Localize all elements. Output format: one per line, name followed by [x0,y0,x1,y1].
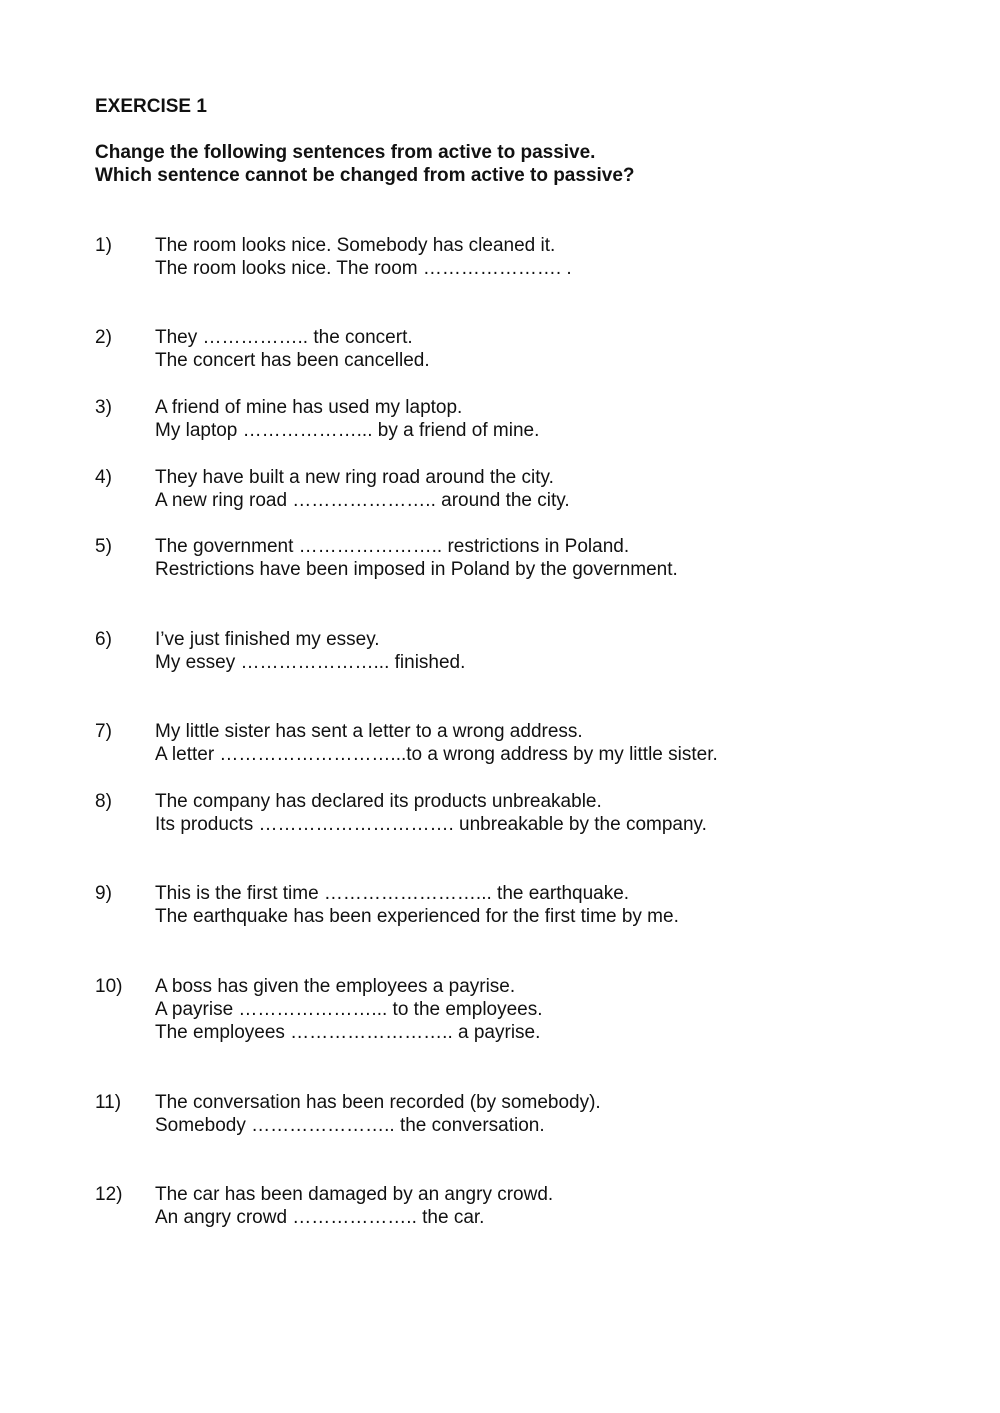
item-sentence: A friend of mine has used my laptop. [155,397,463,418]
item-sentence: Restrictions have been imposed in Poland by the government. [155,559,678,580]
item-sentence: The concert has been cancelled. [155,350,430,371]
instruction-line-1: Change the following sentences from active to passive. [95,142,596,163]
item-sentence: The government ………………….. restrictions in Poland. [155,536,630,557]
item-sentence: This is the first time ……………………... the earthquake. [155,883,630,904]
item-sentence: Somebody ………………….. the conversation. [155,1115,545,1136]
item-sentence: A new ring road ………………….. around the city. [155,490,570,511]
item-sentence: The car has been damaged by an angry crowd. [155,1184,554,1205]
item-number: 12) [95,1184,123,1205]
item-number: 4) [95,467,112,488]
item-number: 1) [95,235,112,256]
item-number: 8) [95,791,112,812]
item-number: 2) [95,327,112,348]
item-number: 9) [95,883,112,904]
item-sentence: The room looks nice. The room …………………. . [155,258,572,279]
item-sentence: My essey …………………... finished. [155,652,466,673]
item-sentence: The room looks nice. Somebody has cleaned it. [155,235,556,256]
item-sentence: The employees …………………….. a payrise. [155,1022,541,1043]
item-sentence: Its products …………………………. unbreakable by the company. [155,814,707,835]
item-sentence: They have built a new ring road around the city. [155,467,554,488]
item-sentence: A payrise …………………... to the employees. [155,999,543,1020]
item-sentence: The earthquake has been experienced for the first time by me. [155,906,679,927]
item-number: 6) [95,629,112,650]
item-number: 11) [95,1092,122,1113]
item-sentence: A boss has given the employees a payrise. [155,976,516,997]
item-sentence: A letter ………………………...to a wrong address by my little sister. [155,744,718,765]
item-number: 7) [95,721,112,742]
item-sentence: I’ve just finished my essey. [155,629,380,650]
exercise-title: EXERCISE 1 [95,96,207,117]
instruction-line-2: Which sentence cannot be changed from active to passive? [95,165,635,186]
item-sentence: My little sister has sent a letter to a wrong address. [155,721,583,742]
item-sentence: An angry crowd ……………….. the car. [155,1207,485,1228]
item-number: 5) [95,536,112,557]
item-number: 10) [95,976,123,997]
item-sentence: My laptop ………………... by a friend of mine. [155,420,540,441]
item-sentence: The company has declared its products unbreakable. [155,791,602,812]
instructions [95,141,635,187]
item-sentence: They …………….. the concert. [155,327,413,348]
item-number: 3) [95,397,112,418]
item-sentence: The conversation has been recorded (by somebody). [155,1092,601,1113]
